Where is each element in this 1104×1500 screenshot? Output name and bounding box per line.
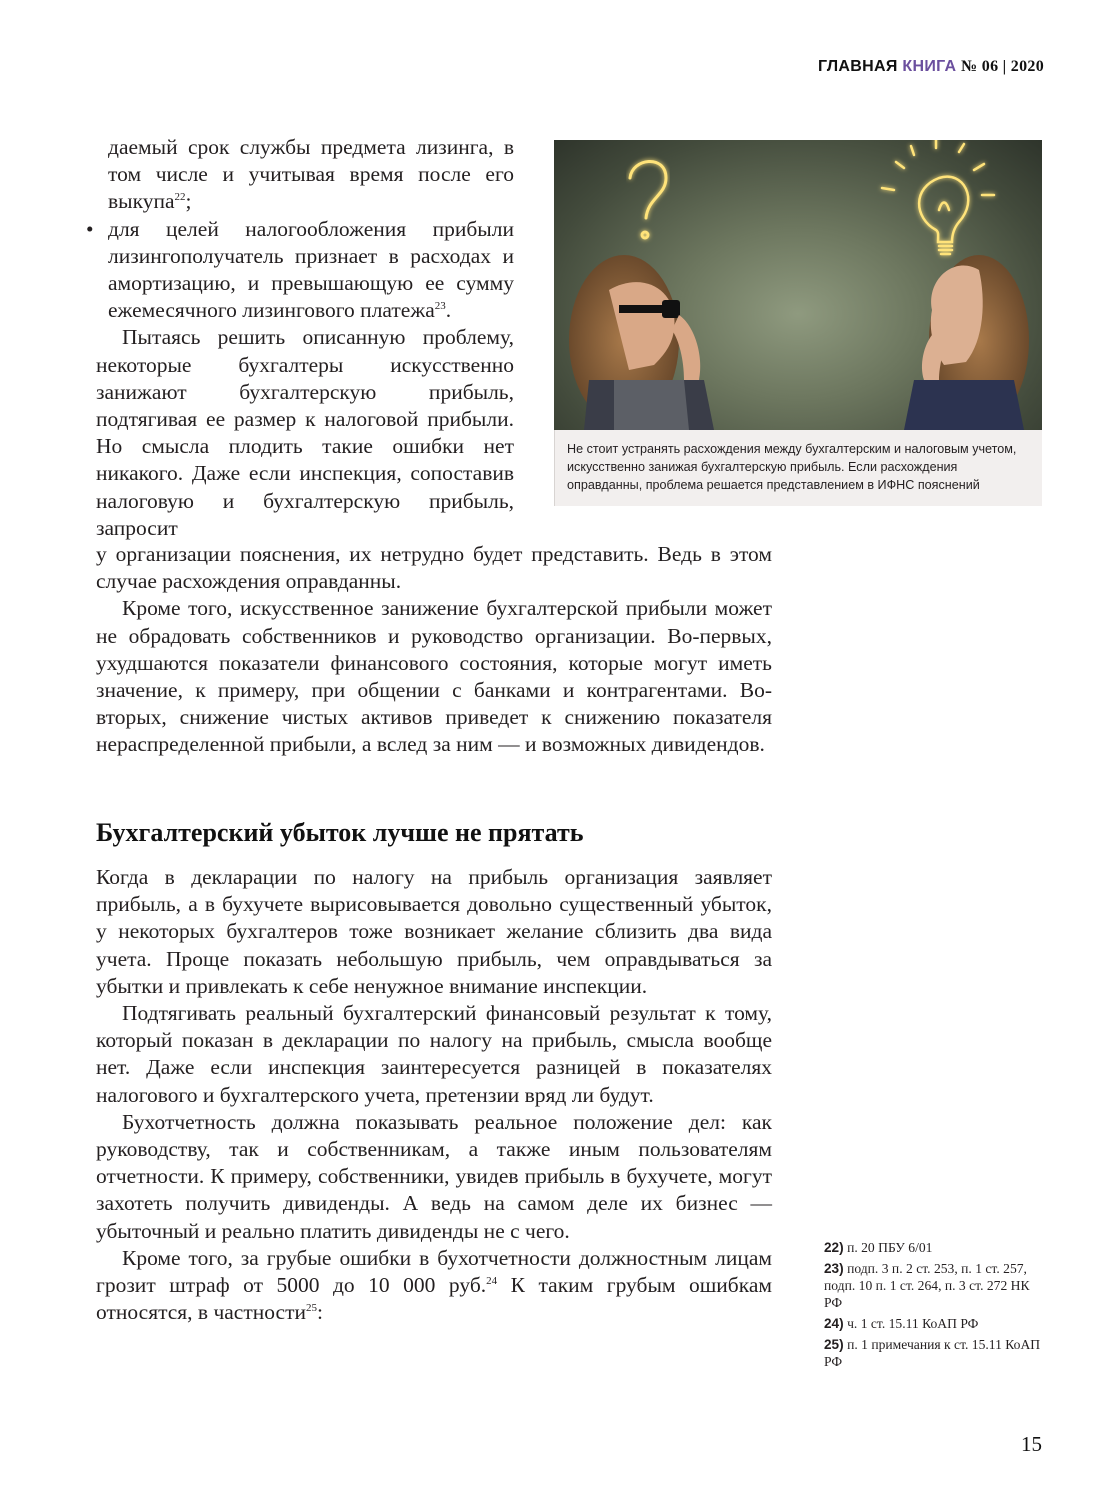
photo [554, 140, 1042, 430]
figure [554, 140, 1042, 506]
question-mark-icon [630, 161, 666, 238]
footnote-ref: 24 [486, 1275, 498, 1288]
footnote-item: 23) подп. 3 п. 2 ст. 253, п. 1 ст. 257, подп. 10 п. 1 ст. 264, п. 3 ст. 272 НК РФ [824, 1261, 1030, 1310]
footnote-item: 24) ч. 1 ст. 15.11 КоАП РФ [824, 1316, 979, 1331]
body-paragraph: Когда в декларации по налогу на прибыль организация заявляет прибыль, а в бухучете вырисовывается довольно существенный убыток, у некоторых бухгалтеров тоже возникает желание сблизить два вида учета. Проще показать небольшую прибыль, чем оправдываться за убытки и привлекать к себе ненужное внимание инспекции. [96, 865, 772, 998]
figure-caption: Не стоит устранять расхождения между бухгалтерским и налоговым учетом, искусственно занижая бухгалтерскую прибыль. Если расхождения оправданны, проблема решается представлением в ИФНС пояснений [554, 430, 1042, 506]
footnote-ref: 23 [434, 300, 446, 313]
body-paragraph: Кроме того, за грубые ошибки в бухотчетности должностным лицам грозит штраф от 5000 до 10 000 руб.$^{24}$ К таким грубым ошибкам относятся, в частности$^{25}$: [96, 1245, 773, 1325]
body-paragraph: Бухотчетность должна показывать реальное положение дел: как руководству, так и собственникам, а также иным пользователям отчетности. К примеру, собственники, увидев прибыль в бухучете, могут захотеть получить дивиденды. А ведь на самом деле их бизнес — убыточный и реально платить дивиденды не с чего. [96, 1109, 772, 1243]
lightbulb-icon [882, 140, 994, 254]
brand-name-part2: КНИГА [902, 58, 957, 75]
footnote-item: 22) п. 20 ПБУ 6/01 [824, 1240, 933, 1255]
list-item-bullet: • для целей налогообложения прибыли лизингополучатель признает в расходах и амортизацию, и превышающую ее сумму ежемесячного лизингового платежа$^{23}$. [96, 216, 514, 325]
masthead [818, 58, 1044, 76]
photo-illustration [554, 140, 1042, 430]
body-paragraph: Пытаясь решить описанную проблему, некоторые бухгалтеры искусственно занижают бухгалтерскую прибыль, подтягивая ее размер к налоговой прибыли. Но смысла плодить такие ошибки нет никакого. Даже если инспекция, сопоставив налоговую и бухгалтерскую прибыль, запросит [96, 325, 514, 540]
woman-right-figure [904, 255, 1029, 430]
list-item-continuation: даемый срок службы предмета лизинга, в том числе и учитывая время после его выкупа$^{22}$; [108, 135, 514, 214]
page-number: 15 [1021, 1432, 1042, 1456]
footnotes [824, 1239, 1050, 1374]
brand-name-part1: ГЛАВНАЯ [817, 58, 898, 75]
issue-number: № 06 | 2020 [961, 58, 1044, 75]
footnote-ref: 22 [174, 191, 186, 204]
body-paragraph: Подтягивать реальный бухгалтерский финансовый результат к тому, который показан в декларации по налогу на прибыль, смысла вообще нет. Даже если инспекция заинтересуется разницей в показателях налогового и бухгалтерского учета, претензии вряд ли будут. [96, 1001, 772, 1107]
narrow-column [96, 134, 514, 542]
body-paragraph: Кроме того, искусственное занижение бухгалтерской прибыли может не обрадовать собственников и руководство организации. Во-первых, ухудшаются показатели финансового состояния, которые могут иметь значение, к примеру, при общении с банками и контрагентами. Во-вторых, снижение чистых активов приведет к снижению показателя нераспределенной прибыли, а вслед за ним — и возможных дивидендов. [96, 596, 772, 757]
footnote-ref: 25 [305, 1302, 317, 1315]
body-paragraph: у организации пояснения, их нетрудно будет представить. Ведь в этом случае расхождения оправданны. [96, 542, 772, 594]
footnote-item: 25) п. 1 примечания к ст. 15.11 КоАП РФ [824, 1337, 1041, 1369]
woman-left-figure [569, 255, 714, 430]
wide-column [96, 541, 772, 759]
section-body [96, 864, 772, 1326]
section-heading: Бухгалтерский убыток лучше не прятать [96, 818, 584, 847]
